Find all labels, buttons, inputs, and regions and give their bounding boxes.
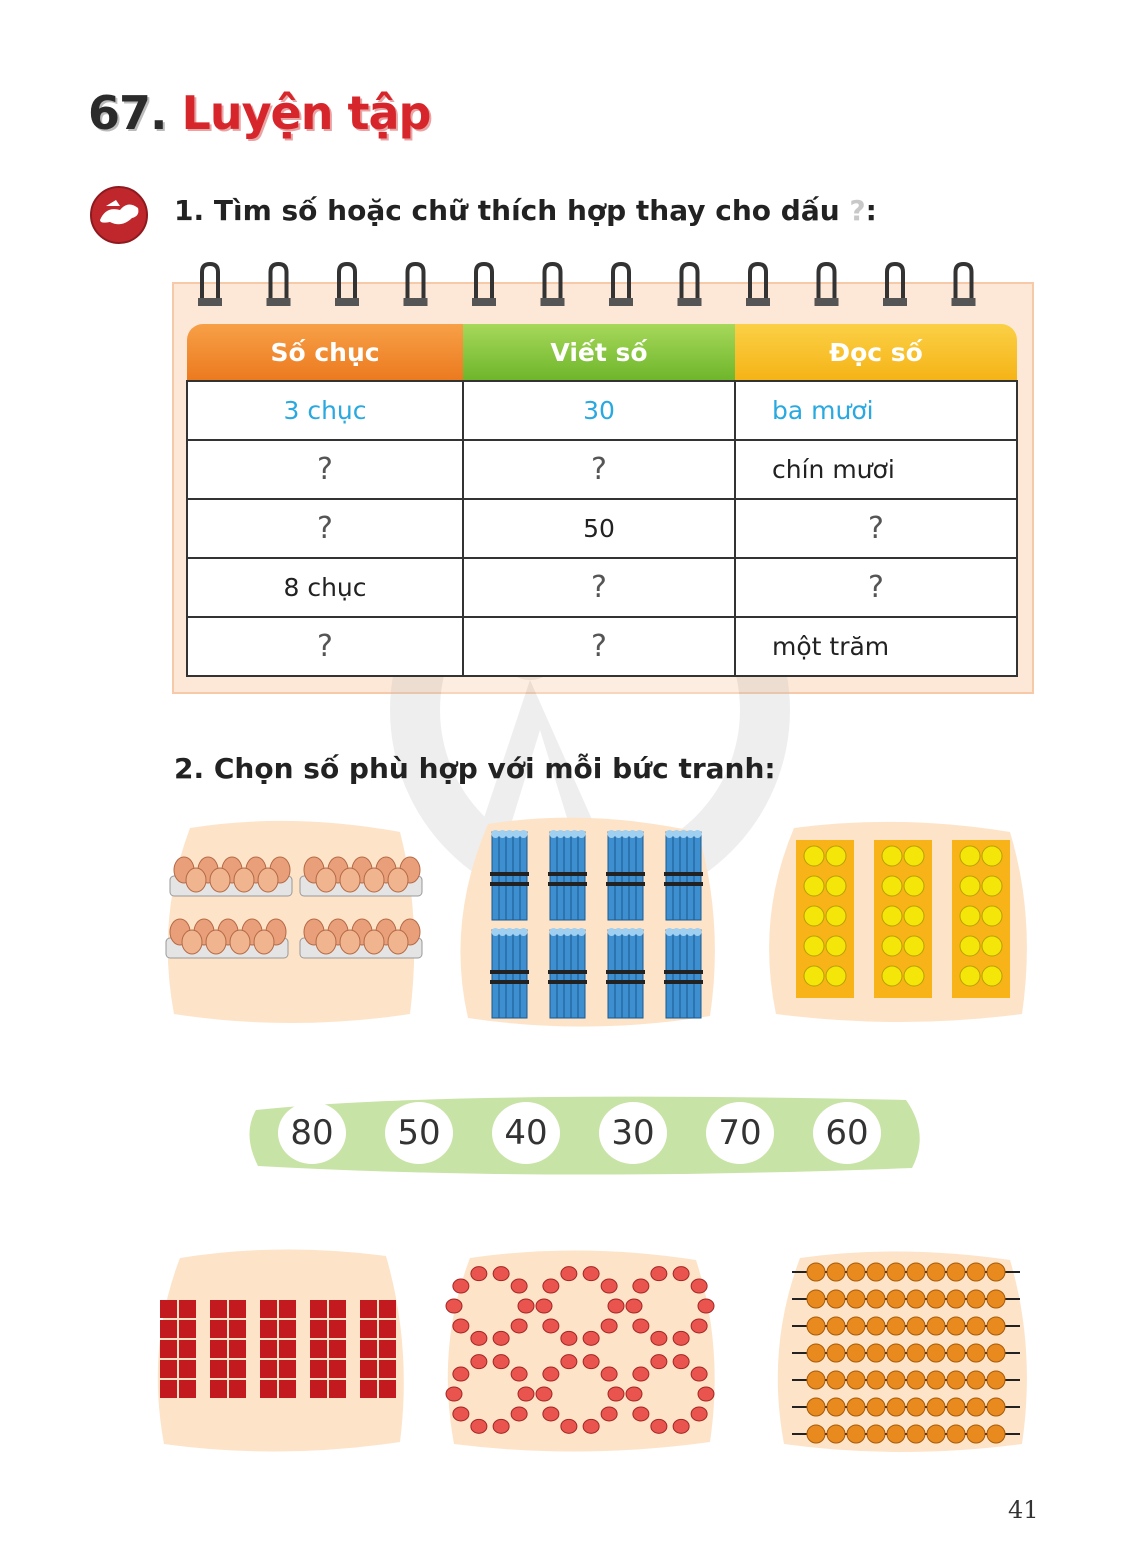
yellow-bead-icon	[804, 906, 824, 926]
abacus-bead-icon	[987, 1344, 1005, 1362]
ring-icon	[682, 264, 698, 302]
stick-bundle-icon	[490, 830, 529, 920]
red-square-icon	[310, 1300, 327, 1318]
abacus-bead-icon	[847, 1344, 865, 1362]
number-choice-70[interactable]: 70	[706, 1102, 774, 1164]
abacus-bead-icon	[947, 1425, 965, 1443]
yellow-bead-icon	[904, 846, 924, 866]
red-square-icon	[210, 1320, 227, 1338]
abacus-bead-icon	[867, 1398, 885, 1416]
red-square-icon	[179, 1360, 196, 1378]
yellow-bead-icon	[982, 846, 1002, 866]
exercise1-instruction: Tìm số hoặc chữ thích hợp thay cho dấu	[213, 194, 840, 227]
answer-blank[interactable]: ?	[735, 558, 1017, 617]
abacus-bead-icon	[827, 1344, 845, 1362]
red-square-icon	[279, 1380, 296, 1398]
abacus-bead-icon	[867, 1371, 885, 1389]
ring-hole	[815, 298, 839, 306]
cell: 30	[463, 381, 735, 440]
ring-hole	[198, 298, 222, 306]
abacus-bead-icon	[887, 1344, 905, 1362]
red-square-icon	[210, 1340, 227, 1358]
answer-blank[interactable]: ?	[187, 617, 463, 676]
egg-icon	[388, 868, 408, 892]
red-square-icon	[379, 1300, 396, 1318]
abacus-bead-icon	[987, 1290, 1005, 1308]
abacus-bead-icon	[907, 1425, 925, 1443]
egg-carton	[300, 919, 422, 958]
ring-icon	[750, 264, 766, 302]
bead-card	[874, 840, 932, 998]
bead-rings-picture[interactable]	[440, 1246, 724, 1456]
red-square-icon	[279, 1360, 296, 1378]
answer-blank[interactable]: ?	[463, 440, 735, 499]
cell: một trăm	[735, 617, 1017, 676]
stick-bundle-icon	[490, 928, 529, 1018]
yellow-bead-icon	[904, 906, 924, 926]
exercise-icon	[86, 186, 152, 244]
red-square-icon	[379, 1360, 396, 1378]
yellow-bead-icon	[982, 906, 1002, 926]
table-row	[187, 381, 1017, 440]
egg-carton	[166, 919, 288, 958]
bead-cards-picture[interactable]	[760, 818, 1036, 1028]
abacus-bead-icon	[947, 1290, 965, 1308]
red-square-icon	[310, 1380, 327, 1398]
ring-hole	[952, 298, 976, 306]
red-square-icon	[310, 1360, 327, 1378]
ring-hole	[609, 298, 633, 306]
stick-bundle-icon	[606, 830, 645, 920]
abacus-bead-icon	[947, 1317, 965, 1335]
red-square-icon	[279, 1340, 296, 1358]
yellow-bead-icon	[826, 876, 846, 896]
yellow-bead-icon	[904, 936, 924, 956]
egg-carton	[170, 857, 292, 896]
abacus-bead-icon	[887, 1317, 905, 1335]
ring-hole	[404, 298, 428, 306]
bead-card	[796, 840, 854, 998]
stick-bundle-icon	[548, 928, 587, 1018]
page-number: 41	[1008, 1496, 1039, 1524]
egg-carton	[300, 857, 422, 896]
egg-cartons-picture[interactable]	[160, 818, 424, 1030]
ring-hole	[541, 298, 565, 306]
red-square-icon	[179, 1380, 196, 1398]
red-square-icon	[160, 1360, 177, 1378]
red-square-icon	[360, 1380, 377, 1398]
abacus-bead-icon	[927, 1263, 945, 1281]
ring-hole	[883, 298, 907, 306]
colon: :	[865, 194, 877, 227]
egg-icon	[234, 868, 254, 892]
egg-icon	[316, 868, 336, 892]
yellow-bead-icon	[960, 936, 980, 956]
page-title	[88, 86, 430, 140]
ring-hole	[335, 298, 359, 306]
abacus-bead-icon	[807, 1317, 825, 1335]
cell: 8 chục	[187, 558, 463, 617]
abacus-bead-icon	[987, 1317, 1005, 1335]
abacus-bead-icon	[807, 1290, 825, 1308]
header-so-chuc: Số chục	[187, 324, 463, 381]
lesson-title: Luyện tập	[181, 86, 431, 140]
abacus-bead-icon	[967, 1425, 985, 1443]
stick-bundle-icon	[664, 830, 703, 920]
abacus-bead-icon	[847, 1425, 865, 1443]
abacus-bead-icon	[927, 1398, 945, 1416]
egg-icon	[316, 930, 336, 954]
abacus-bead-icon	[827, 1398, 845, 1416]
abacus-bead-icon	[847, 1371, 865, 1389]
red-square-icon	[210, 1300, 227, 1318]
yellow-bead-icon	[826, 966, 846, 986]
number-choice-40[interactable]: 40	[492, 1102, 560, 1164]
red-square-icon	[229, 1380, 246, 1398]
abacus-bead-icon	[927, 1344, 945, 1362]
red-square-icon	[179, 1300, 196, 1318]
abacus-bead-icon	[807, 1398, 825, 1416]
abacus-bead-icon	[987, 1263, 1005, 1281]
red-square-icon	[260, 1360, 277, 1378]
abacus-bead-icon	[867, 1263, 885, 1281]
stick-bundle-icon	[664, 928, 703, 1018]
exercise2-heading	[174, 752, 776, 785]
egg-icon	[364, 930, 384, 954]
abacus-bead-icon	[847, 1263, 865, 1281]
abacus-bead-icon	[927, 1290, 945, 1308]
red-square-icon	[229, 1360, 246, 1378]
red-square-icon	[379, 1320, 396, 1338]
yellow-bead-icon	[960, 846, 980, 866]
abacus-bead-icon	[967, 1290, 985, 1308]
abacus-bead-icon	[927, 1425, 945, 1443]
abacus-bead-icon	[947, 1398, 965, 1416]
ring-icon	[887, 264, 903, 302]
abacus-bead-icon	[907, 1263, 925, 1281]
red-square-icon	[360, 1360, 377, 1378]
ring-icon	[956, 264, 972, 302]
abacus-picture[interactable]	[770, 1248, 1036, 1458]
table-row	[187, 617, 1017, 676]
answer-blank[interactable]: ?	[735, 499, 1017, 558]
red-square-icon	[329, 1300, 346, 1318]
egg-icon	[340, 930, 360, 954]
yellow-bead-icon	[804, 846, 824, 866]
abacus-bead-icon	[907, 1398, 925, 1416]
yellow-bead-icon	[826, 846, 846, 866]
abacus-bead-icon	[907, 1371, 925, 1389]
ring-icon	[545, 264, 561, 302]
ring-icon	[202, 264, 218, 302]
yellow-bead-icon	[804, 936, 824, 956]
red-square-icon	[229, 1320, 246, 1338]
abacus-bead-icon	[887, 1263, 905, 1281]
yellow-bead-icon	[804, 876, 824, 896]
abacus-bead-icon	[987, 1425, 1005, 1443]
cell: chín mươi	[735, 440, 1017, 499]
egg-icon	[186, 868, 206, 892]
exercise1-number: 1.	[174, 194, 205, 227]
abacus-bead-icon	[827, 1317, 845, 1335]
abacus-bead-icon	[827, 1371, 845, 1389]
bead-card	[952, 840, 1010, 998]
number-choice-60[interactable]: 60	[813, 1102, 881, 1164]
number-choice-80[interactable]: 80	[278, 1102, 346, 1164]
red-square-icon	[279, 1300, 296, 1318]
yellow-bead-icon	[960, 966, 980, 986]
abacus-bead-icon	[987, 1371, 1005, 1389]
red-square-icon	[260, 1300, 277, 1318]
abacus-bead-icon	[887, 1290, 905, 1308]
stick-bundle-icon	[606, 928, 645, 1018]
red-square-icon	[210, 1360, 227, 1378]
yellow-bead-icon	[882, 936, 902, 956]
exercise1-heading	[174, 194, 877, 227]
yellow-bead-icon	[826, 936, 846, 956]
abacus-bead-icon	[807, 1425, 825, 1443]
red-square-icon	[379, 1380, 396, 1398]
abacus-bead-icon	[807, 1371, 825, 1389]
ring-icon	[613, 264, 629, 302]
abacus-bead-icon	[887, 1398, 905, 1416]
header-viet-so: Viết số	[463, 324, 735, 381]
cell: 50	[463, 499, 735, 558]
abacus-bead-icon	[907, 1290, 925, 1308]
abacus-bead-icon	[847, 1290, 865, 1308]
red-square-icon	[179, 1320, 196, 1338]
red-square-icon	[310, 1320, 327, 1338]
ring-icon	[476, 264, 492, 302]
yellow-bead-icon	[904, 966, 924, 986]
egg-icon	[364, 868, 384, 892]
stick-bundle-icon	[548, 830, 587, 920]
answer-blank[interactable]: ?	[463, 558, 735, 617]
red-square-icon	[329, 1380, 346, 1398]
red-square-icon	[260, 1340, 277, 1358]
red-square-icon	[179, 1340, 196, 1358]
yellow-bead-icon	[960, 876, 980, 896]
yellow-bead-icon	[882, 966, 902, 986]
red-square-icon	[279, 1320, 296, 1338]
yellow-bead-icon	[826, 906, 846, 926]
tens-table	[186, 324, 1018, 677]
ring-icon	[339, 264, 355, 302]
yellow-bead-icon	[982, 966, 1002, 986]
yellow-bead-icon	[882, 846, 902, 866]
red-square-icon	[160, 1380, 177, 1398]
abacus-bead-icon	[927, 1317, 945, 1335]
answer-blank[interactable]: ?	[463, 617, 735, 676]
table-row	[187, 440, 1017, 499]
exercise2-instruction: Chọn số phù hợp với mỗi bức tranh:	[213, 752, 776, 785]
exercise2-number: 2.	[174, 752, 205, 785]
yellow-bead-icon	[882, 876, 902, 896]
red-square-icon	[329, 1320, 346, 1338]
ring-hole	[678, 298, 702, 306]
abacus-bead-icon	[947, 1263, 965, 1281]
abacus-bead-icon	[867, 1290, 885, 1308]
yellow-bead-icon	[904, 876, 924, 896]
abacus-bead-icon	[947, 1344, 965, 1362]
red-square-icon	[310, 1340, 327, 1358]
cell: 3 chục	[187, 381, 463, 440]
question-mark: ?	[849, 194, 866, 227]
egg-icon	[230, 930, 250, 954]
yellow-bead-icon	[982, 936, 1002, 956]
red-square-icon	[360, 1320, 377, 1338]
red-square-icon	[160, 1320, 177, 1338]
abacus-bead-icon	[887, 1371, 905, 1389]
egg-icon	[340, 868, 360, 892]
notebook-rings	[190, 262, 990, 310]
abacus-bead-icon	[827, 1263, 845, 1281]
abacus-bead-icon	[827, 1425, 845, 1443]
abacus-bead-icon	[927, 1371, 945, 1389]
ring-hole	[472, 298, 496, 306]
red-squares-picture[interactable]	[150, 1246, 414, 1456]
abacus-bead-icon	[867, 1344, 885, 1362]
number-choice-30[interactable]: 30	[599, 1102, 667, 1164]
ring-hole	[267, 298, 291, 306]
red-square-icon	[360, 1340, 377, 1358]
abacus-bead-icon	[807, 1344, 825, 1362]
yellow-bead-icon	[882, 906, 902, 926]
lesson-number: 67.	[88, 86, 167, 140]
red-square-icon	[210, 1380, 227, 1398]
yellow-bead-icon	[804, 966, 824, 986]
yellow-bead-icon	[982, 876, 1002, 896]
abacus-bead-icon	[847, 1317, 865, 1335]
red-square-icon	[260, 1380, 277, 1398]
abacus-bead-icon	[967, 1398, 985, 1416]
answer-blank[interactable]: ?	[187, 440, 463, 499]
table-row	[187, 558, 1017, 617]
number-choice-50[interactable]: 50	[385, 1102, 453, 1164]
abacus-bead-icon	[987, 1398, 1005, 1416]
red-square-icon	[379, 1340, 396, 1358]
egg-icon	[210, 868, 230, 892]
abacus-bead-icon	[807, 1263, 825, 1281]
abacus-bead-icon	[907, 1317, 925, 1335]
abacus-bead-icon	[947, 1371, 965, 1389]
red-square-icon	[229, 1300, 246, 1318]
abacus-bead-icon	[967, 1317, 985, 1335]
abacus-bead-icon	[867, 1317, 885, 1335]
stick-bundles-picture[interactable]	[448, 812, 726, 1034]
red-square-icon	[160, 1300, 177, 1318]
ring-icon	[271, 264, 287, 302]
egg-icon	[258, 868, 278, 892]
answer-blank[interactable]: ?	[187, 499, 463, 558]
ring-icon	[819, 264, 835, 302]
red-square-icon	[360, 1300, 377, 1318]
egg-icon	[206, 930, 226, 954]
abacus-bead-icon	[967, 1263, 985, 1281]
ring-hole	[746, 298, 770, 306]
abacus-bead-icon	[967, 1344, 985, 1362]
red-square-icon	[160, 1340, 177, 1358]
red-square-icon	[329, 1340, 346, 1358]
yellow-bead-icon	[960, 906, 980, 926]
egg-icon	[182, 930, 202, 954]
red-square-icon	[229, 1340, 246, 1358]
egg-icon	[254, 930, 274, 954]
header-doc-so: Đọc số	[735, 324, 1017, 381]
abacus-bead-icon	[907, 1344, 925, 1362]
egg-icon	[388, 930, 408, 954]
red-square-icon	[260, 1320, 277, 1338]
abacus-bead-icon	[967, 1371, 985, 1389]
abacus-bead-icon	[887, 1425, 905, 1443]
table-row	[187, 499, 1017, 558]
ring-icon	[408, 264, 424, 302]
abacus-bead-icon	[847, 1398, 865, 1416]
abacus-bead-icon	[827, 1290, 845, 1308]
cell: ba mươi	[735, 381, 1017, 440]
red-square-icon	[329, 1360, 346, 1378]
abacus-bead-icon	[867, 1425, 885, 1443]
